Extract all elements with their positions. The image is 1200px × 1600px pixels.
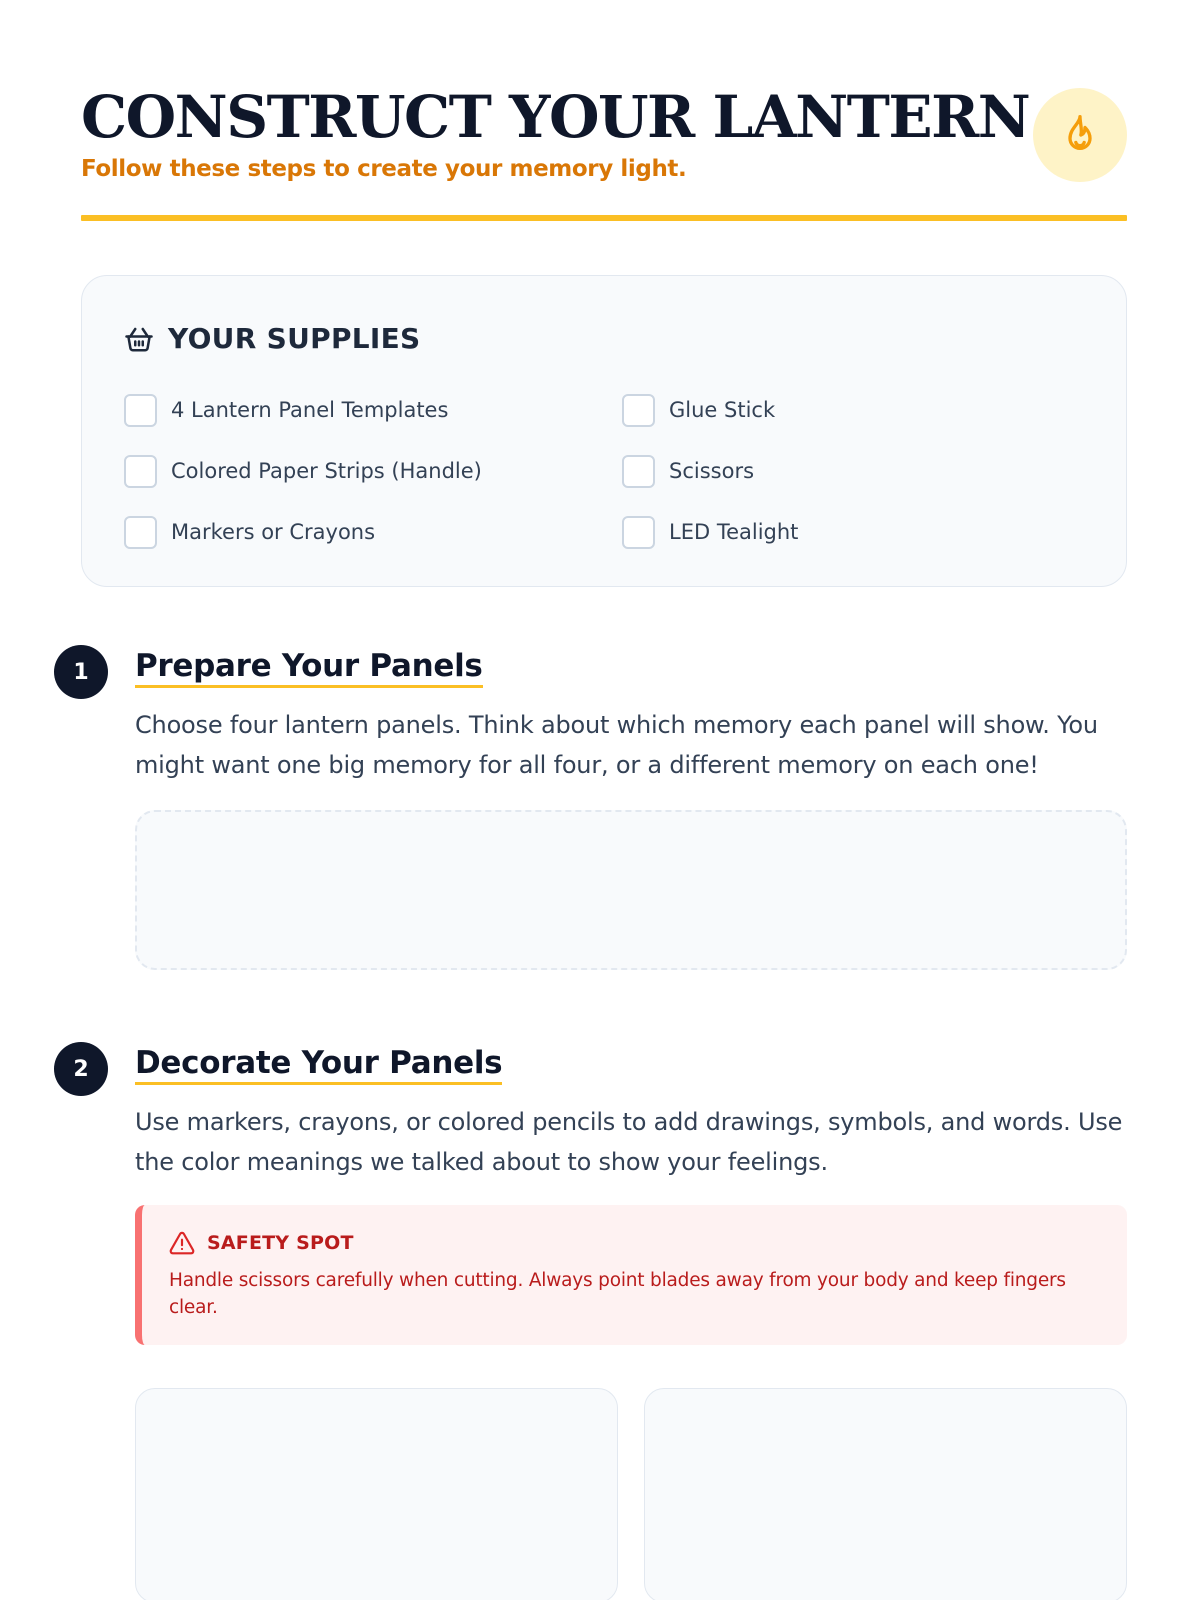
supplies-title: YOUR SUPPLIES bbox=[168, 322, 421, 355]
supply-item[interactable] bbox=[124, 454, 482, 488]
header-divider bbox=[81, 215, 1127, 221]
supply-label: 4 Lantern Panel Templates bbox=[171, 398, 449, 422]
supply-checkbox[interactable] bbox=[622, 516, 655, 549]
supply-checkbox[interactable] bbox=[124, 455, 157, 488]
supply-item[interactable] bbox=[622, 515, 798, 549]
safety-callout bbox=[135, 1205, 1127, 1345]
flame-badge bbox=[1033, 88, 1127, 182]
page-subtitle: Follow these steps to create your memory light. bbox=[81, 156, 687, 182]
step-title: Decorate Your Panels bbox=[135, 1044, 502, 1085]
supply-label: Markers or Crayons bbox=[171, 520, 376, 544]
step-description: Use markers, crayons, or colored pencils to add drawings, symbols, and words. Use the color meanings we talked about to show your feelings. bbox=[135, 1108, 1123, 1176]
safety-text: Handle scissors carefully when cutting. Always point blades away from your body and keep fingers clear. bbox=[169, 1270, 1066, 1318]
step-number-badge: 1 bbox=[54, 645, 108, 699]
supply-item[interactable] bbox=[622, 454, 754, 488]
warning-triangle-icon bbox=[169, 1231, 195, 1255]
supply-label: Scissors bbox=[669, 459, 755, 483]
supply-item[interactable] bbox=[622, 393, 775, 427]
panel-placeholder-right bbox=[644, 1388, 1127, 1600]
supply-label: LED Tealight bbox=[669, 520, 799, 544]
supply-item[interactable] bbox=[124, 515, 375, 549]
safety-header bbox=[169, 1231, 354, 1255]
supply-label: Glue Stick bbox=[669, 398, 776, 422]
safety-title: SAFETY SPOT bbox=[207, 1232, 354, 1254]
supply-item[interactable] bbox=[124, 393, 448, 427]
supply-checkbox[interactable] bbox=[622, 394, 655, 427]
page-title: CONSTRUCT YOUR LANTERN bbox=[81, 83, 1030, 151]
panel-placeholder-left bbox=[135, 1388, 618, 1600]
supply-checkbox[interactable] bbox=[622, 455, 655, 488]
supply-label: Colored Paper Strips (Handle) bbox=[171, 459, 482, 483]
step-number-badge: 2 bbox=[54, 1042, 108, 1096]
supply-checkbox[interactable] bbox=[124, 516, 157, 549]
supply-checkbox[interactable] bbox=[124, 394, 157, 427]
supplies-header bbox=[124, 322, 421, 356]
page-header bbox=[81, 82, 1127, 224]
step-title: Prepare Your Panels bbox=[135, 647, 483, 688]
image-placeholder bbox=[135, 810, 1127, 970]
basket-icon bbox=[124, 325, 154, 353]
step-description: Choose four lantern panels. Think about which memory each panel will show. You might want one big memory for all four, or a different memory on each one! bbox=[135, 711, 1098, 779]
supplies-card bbox=[81, 275, 1127, 587]
flame-icon bbox=[1060, 113, 1100, 157]
